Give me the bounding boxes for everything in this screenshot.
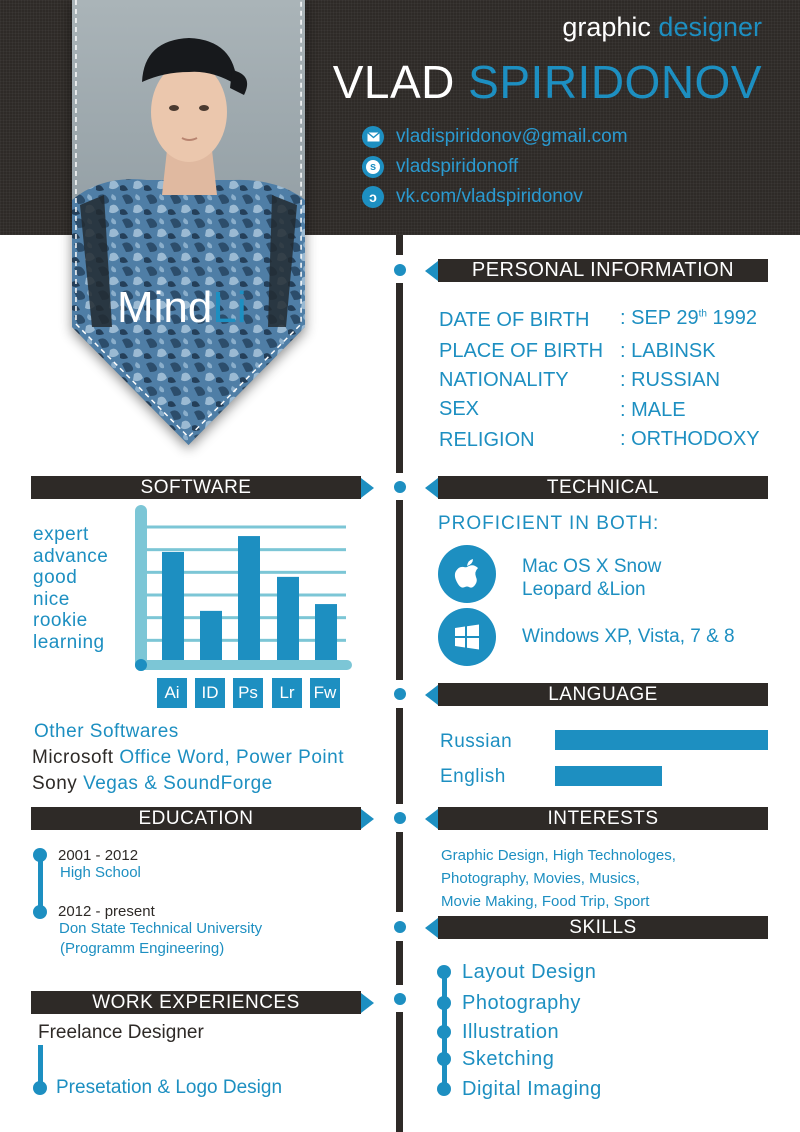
software-tile-ps: Ps bbox=[233, 678, 263, 708]
chart-gridline bbox=[141, 526, 346, 529]
level-label: good bbox=[33, 567, 78, 588]
work-role: Freelance Designer bbox=[38, 1022, 204, 1043]
full-name: VLAD SPIRIDONOV bbox=[332, 56, 762, 108]
education-place: High School bbox=[60, 864, 141, 881]
windows-icon bbox=[438, 608, 496, 666]
software-chart bbox=[130, 505, 360, 675]
contact-vk[interactable]: ↄ vk.com/vladspiridonov bbox=[362, 184, 583, 210]
skills-timeline-dot bbox=[437, 965, 451, 979]
level-label: learning bbox=[33, 631, 105, 653]
arrow-marker bbox=[361, 809, 374, 829]
skill-item: Illustration bbox=[462, 1021, 560, 1043]
chart-bar-id bbox=[200, 611, 222, 663]
email-icon bbox=[362, 126, 384, 148]
education-heading: EDUCATION bbox=[31, 807, 361, 830]
timeline-segment bbox=[396, 500, 403, 680]
skills-timeline-dot bbox=[437, 996, 451, 1010]
birthplace-value: : LABINSK bbox=[620, 340, 716, 362]
chart-bar-lr bbox=[277, 577, 299, 663]
language-english: English bbox=[440, 766, 506, 787]
education-place: Don State Technical University bbox=[59, 920, 263, 937]
timeline-dot bbox=[394, 264, 406, 276]
timeline-dot bbox=[394, 921, 406, 933]
other-software-line: Microsoft Office Word, Power Point bbox=[32, 747, 344, 768]
software-heading: SOFTWARE bbox=[31, 476, 361, 499]
arrow-marker bbox=[361, 993, 374, 1013]
interests-heading: INTERESTS bbox=[438, 807, 768, 830]
interests-text: Graphic Design, High Technologes, Photography, Movies, Musics, Movie Making, Food Trip, Sport bbox=[441, 847, 676, 910]
skill-item: Layout Design bbox=[462, 961, 597, 983]
timeline-segment bbox=[396, 235, 403, 255]
software-tile-fw: Fw bbox=[310, 678, 340, 708]
arrow-marker bbox=[425, 809, 438, 829]
timeline-dot bbox=[394, 688, 406, 700]
nationality-label: NATIONALITY bbox=[439, 369, 569, 391]
arrow-marker bbox=[425, 685, 438, 705]
timeline-segment bbox=[396, 832, 403, 912]
logo-mindli: MindLi bbox=[117, 283, 247, 332]
contact-skype[interactable]: s vladspiridonoff bbox=[362, 154, 518, 180]
technical-heading: TECHNICAL bbox=[438, 476, 768, 499]
religion-value: : ORTHODOXY bbox=[620, 428, 760, 450]
education-detail: (Programm Engineering) bbox=[60, 940, 225, 957]
skills-timeline-dot bbox=[437, 1082, 451, 1096]
software-tile-ai: Ai bbox=[157, 678, 187, 708]
other-software-line: Sony Vegas & SoundForge bbox=[32, 773, 273, 794]
skills-timeline-dot bbox=[437, 1052, 451, 1066]
vk-icon: ↄ bbox=[362, 186, 384, 208]
arrow-marker bbox=[361, 478, 374, 498]
other-softwares-heading: Other Softwares bbox=[34, 721, 179, 742]
skills-heading: SKILLS bbox=[438, 916, 768, 939]
education-years: 2001 - 2012 bbox=[58, 847, 139, 864]
dob-label: DATE OF BIRTH bbox=[439, 309, 590, 331]
nationality-value: : RUSSIAN bbox=[620, 369, 721, 391]
timeline-dot bbox=[394, 481, 406, 493]
arrow-marker bbox=[425, 478, 438, 498]
proficient-heading: PROFICIENT IN BOTH: bbox=[438, 513, 660, 534]
timeline-segment bbox=[396, 941, 403, 985]
education-years: 2012 - present bbox=[58, 903, 155, 920]
timeline-dot bbox=[394, 993, 406, 1005]
level-label: rookie bbox=[33, 610, 88, 631]
education-timeline-dot bbox=[33, 905, 47, 919]
skill-item: Sketching bbox=[462, 1048, 555, 1070]
sex-label: SEX bbox=[439, 398, 480, 420]
language-russian: Russian bbox=[440, 731, 513, 752]
timeline-segment bbox=[396, 1012, 403, 1132]
dob-value: : SEP 29th 1992 bbox=[620, 307, 757, 329]
chart-y-axis bbox=[135, 505, 147, 671]
personal-info-heading: PERSONAL INFORMATION bbox=[438, 259, 768, 282]
language-level-bar-english bbox=[555, 766, 662, 786]
timeline-dot bbox=[394, 812, 406, 824]
language-heading: LANGUAGE bbox=[438, 683, 768, 706]
arrow-marker bbox=[425, 918, 438, 938]
chart-origin-dot bbox=[135, 659, 147, 671]
language-level-bar-russian bbox=[555, 730, 768, 750]
birthplace-label: PLACE OF BIRTH bbox=[439, 340, 604, 362]
chart-x-axis bbox=[135, 660, 352, 670]
education-timeline-dot bbox=[33, 848, 47, 862]
skill-item: Digital Imaging bbox=[462, 1078, 602, 1100]
windows-text: Windows XP, Vista, 7 & 8 bbox=[522, 626, 735, 647]
work-detail: Presetation & Logo Design bbox=[56, 1077, 283, 1098]
level-label: advance bbox=[33, 545, 109, 567]
skills-timeline-dot bbox=[437, 1025, 451, 1039]
timeline-segment bbox=[396, 283, 403, 473]
skill-item: Photography bbox=[462, 992, 581, 1014]
work-heading: WORK EXPERIENCES bbox=[31, 991, 361, 1014]
chart-bar-ps bbox=[238, 536, 260, 663]
skill-level-labels bbox=[33, 524, 108, 653]
religion-label: RELIGION bbox=[439, 429, 535, 451]
timeline-segment bbox=[396, 708, 403, 804]
contact-email[interactable]: vladispiridonov@gmail.com bbox=[362, 124, 628, 150]
job-title: graphic designer bbox=[562, 12, 762, 42]
apple-icon bbox=[438, 545, 496, 603]
sex-value: : MALE bbox=[620, 399, 686, 421]
arrow-marker bbox=[425, 261, 438, 281]
profile-photo bbox=[72, 0, 305, 445]
chart-bar-ai bbox=[162, 552, 184, 663]
chart-bar-fw bbox=[315, 604, 337, 663]
software-tile-lr: Lr bbox=[272, 678, 302, 708]
mac-os-text: Mac OS X Snow Leopard &Lion bbox=[522, 556, 662, 600]
level-label: nice bbox=[33, 588, 70, 610]
skype-icon: s bbox=[362, 156, 384, 178]
software-tile-id: ID bbox=[195, 678, 225, 708]
level-label: expert bbox=[33, 524, 89, 545]
work-timeline-dot bbox=[33, 1081, 47, 1095]
